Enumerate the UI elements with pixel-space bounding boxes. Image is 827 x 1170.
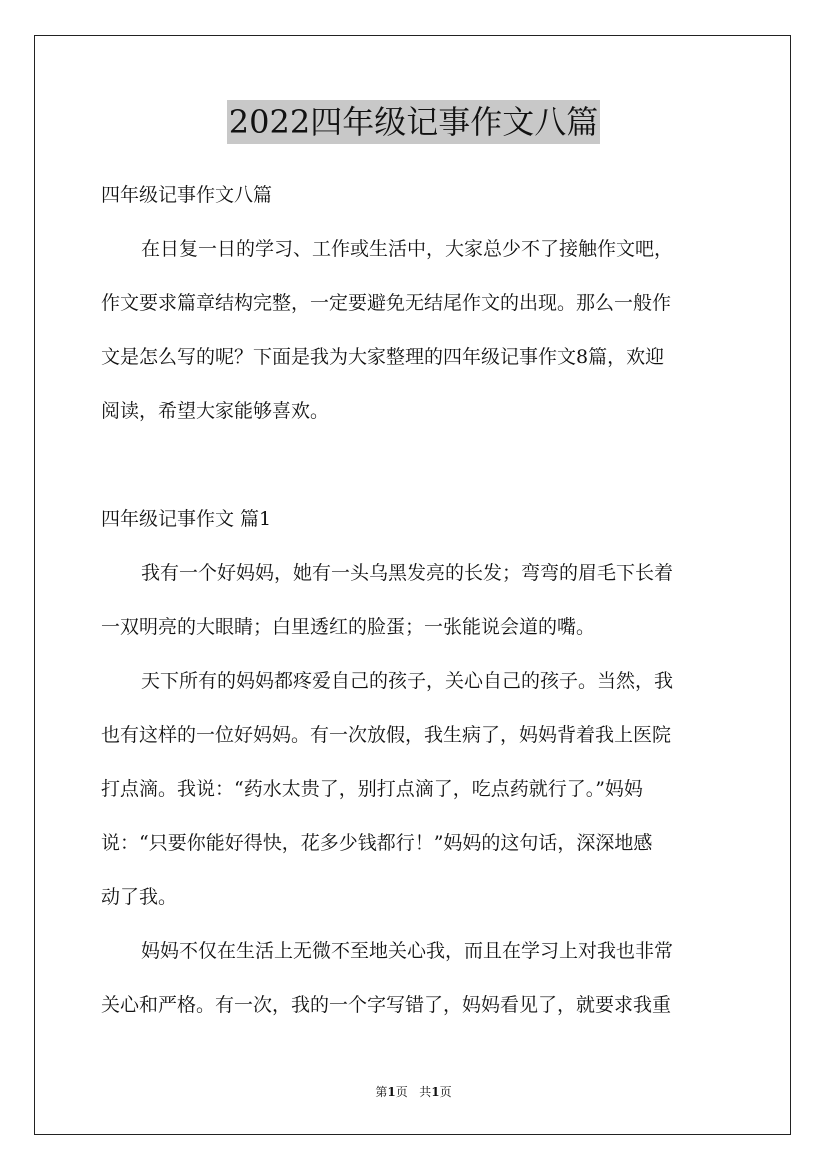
paragraph-line: 说：“只要你能好得快，花多少钱都行！”妈妈的这句话，深深地感 <box>101 832 653 854</box>
document-body <box>101 168 726 1032</box>
paragraph-line: 动了我。 <box>101 886 178 908</box>
total-suffix: 页 <box>439 1085 452 1099</box>
title-container <box>0 100 827 144</box>
total-pages: 1 <box>431 1085 440 1099</box>
paragraph-line: 妈妈不仅在生活上无微不至地关心我，而且在学习上对我也非常 <box>141 940 674 962</box>
total-prefix: 共 <box>419 1085 432 1099</box>
intro-line: 作文要求篇章结构完整，一定要避免无结尾作文的出现。那么一般作 <box>101 292 672 314</box>
paragraph-line: 一双明亮的大眼睛；白里透红的脸蛋；一张能说会道的嘴。 <box>101 616 596 638</box>
intro-line: 文是怎么写的呢？下面是我为大家整理的四年级记事作文8篇，欢迎 <box>101 346 665 368</box>
document-subtitle: 四年级记事作文八篇 <box>101 184 273 206</box>
blank-line <box>101 438 726 492</box>
intro-line: 在日复一日的学习、工作或生活中，大家总少不了接触作文吧， <box>141 238 674 260</box>
page-number: 1 <box>387 1085 396 1099</box>
page-prefix: 第 <box>375 1085 388 1099</box>
document-title: 2022四年级记事作文八篇 <box>227 100 600 144</box>
intro-line: 阅读，希望大家能够喜欢。 <box>101 400 330 422</box>
paragraph-line: 打点滴。我说：“药水太贵了，别打点滴了，吃点药就行了。”妈妈 <box>101 778 643 800</box>
paragraph-line: 我有一个好妈妈，她有一头乌黑发亮的长发；弯弯的眉毛下长着 <box>141 562 674 584</box>
page-suffix: 页 <box>395 1085 408 1099</box>
paragraph-line: 天下所有的妈妈都疼爱自己的孩子，关心自己的孩子。当然，我 <box>141 670 674 692</box>
page-footer <box>0 1083 827 1100</box>
paragraph-line: 关心和严格。有一次，我的一个字写错了，妈妈看见了，就要求我重 <box>101 994 672 1016</box>
paragraph-line: 也有这样的一位好妈妈。有一次放假，我生病了，妈妈背着我上医院 <box>101 724 672 746</box>
section-heading: 四年级记事作文 篇1 <box>101 508 272 530</box>
